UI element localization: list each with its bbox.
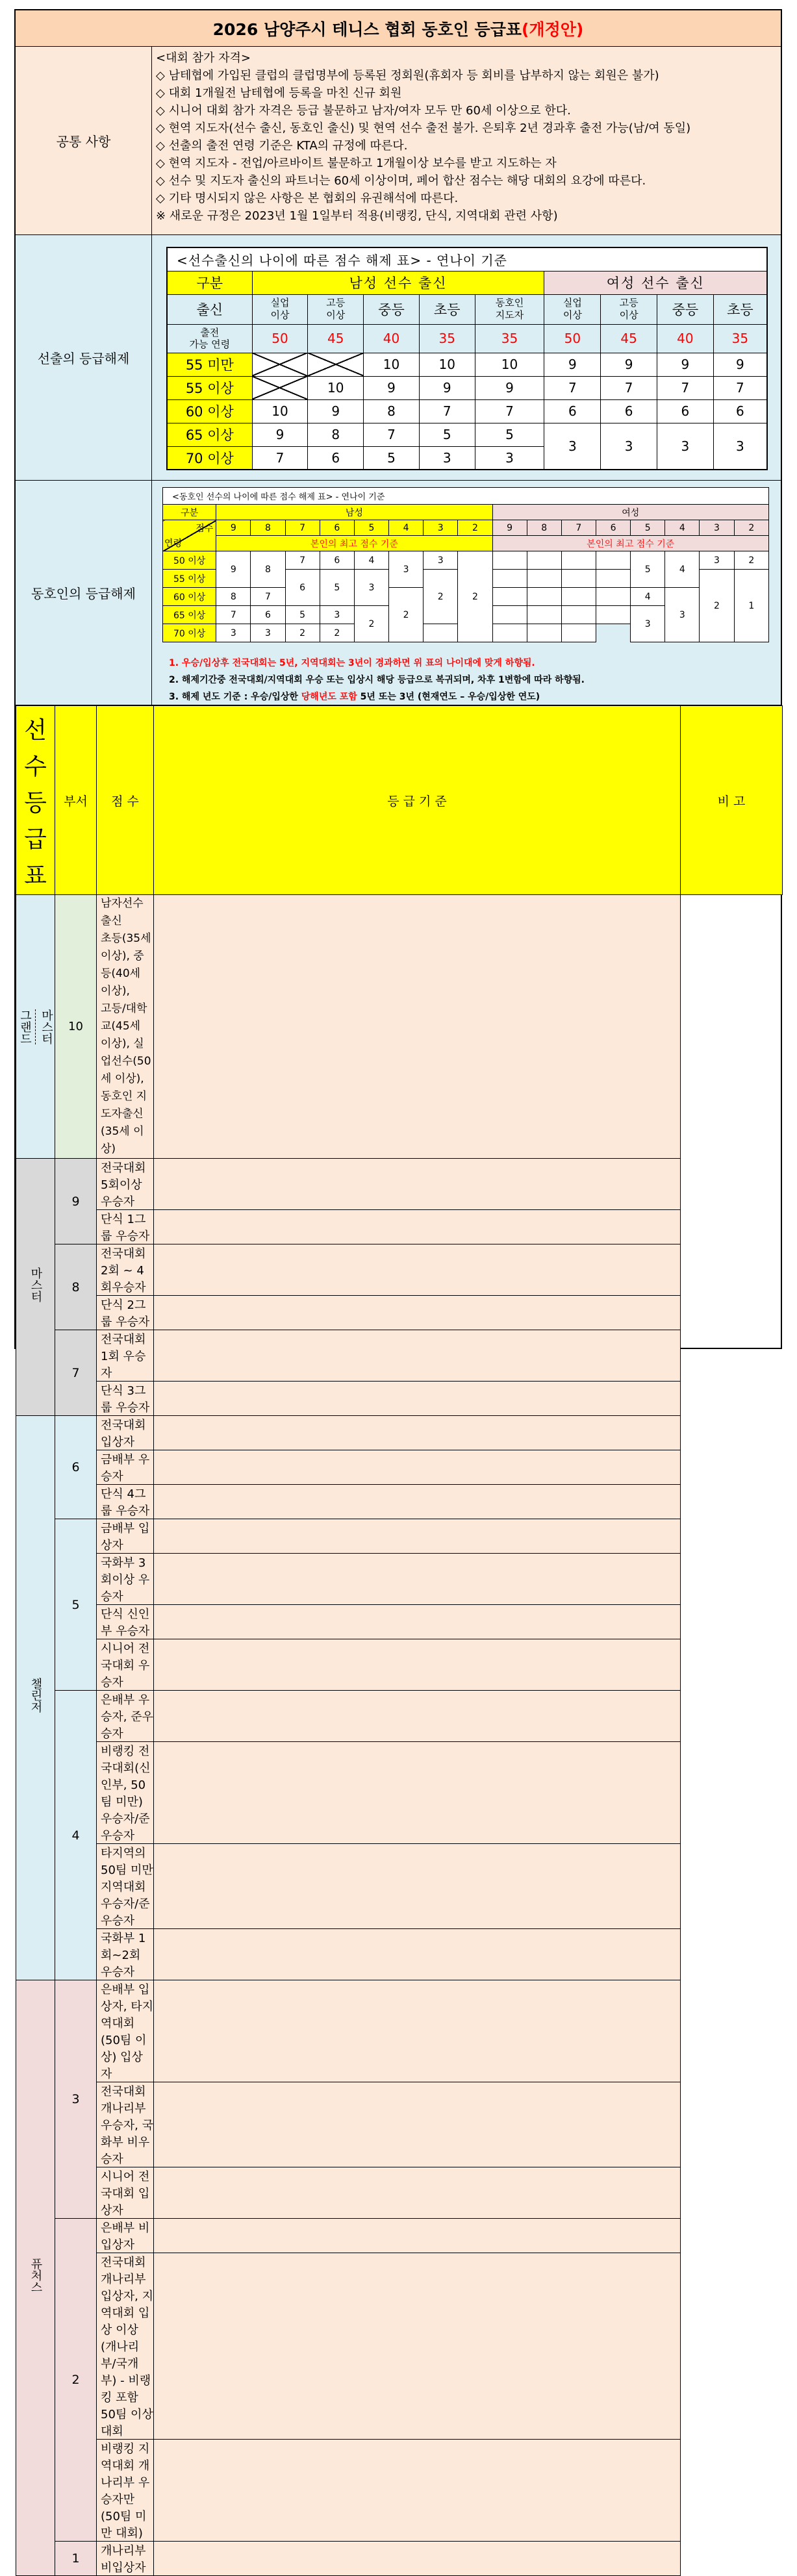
amateur-cell: 7: [251, 588, 285, 606]
pro-score-cell: 9: [475, 376, 544, 399]
pro-score-cell: 10: [419, 353, 475, 376]
note-cell: [154, 2440, 681, 2542]
note-cell: [154, 2542, 681, 2576]
amateur-cell: 2: [285, 624, 320, 642]
amateur-cell: 3: [631, 606, 665, 642]
pro-age-cell: 45: [308, 324, 364, 353]
score-cell: 2: [55, 2219, 97, 2542]
criteria-cell: 단식 3그룹 우승자: [97, 1382, 154, 1416]
amateur-cell: [424, 624, 458, 642]
criteria-cell: 타지역의 50팀 미만 지역대회 우승자/준우승자: [97, 1844, 154, 1929]
amateur-score-header: 8: [527, 520, 561, 536]
amateur-cell: 8: [251, 551, 285, 588]
pro-score-cell: 9: [657, 353, 713, 376]
pro-score-cell: 6: [713, 399, 767, 423]
pro-score-cell: 7: [252, 446, 308, 470]
amateur-cell: 4: [665, 551, 700, 588]
common-line: ◇ 현역 지도자 - 전업/아르바이트 불문하고 1개월이상 보수를 받고 지도하는 자: [156, 157, 557, 170]
criteria-cell: 비랭킹 지역대회 개나리부 우승자만(50팀 미만 대회): [97, 2440, 154, 2542]
amateur-cell: [527, 606, 561, 624]
pro-score-cell: 3: [657, 423, 713, 470]
note-cell: [154, 1929, 681, 1980]
amateur-age-row-label: 50 이상: [163, 551, 216, 570]
amateur-cell: 2: [424, 570, 458, 624]
pro-score-cell: 3: [419, 446, 475, 470]
note-cell: [154, 1980, 681, 2082]
score-cell: 7: [55, 1330, 97, 1416]
amateur-age-label: 연령: [164, 538, 183, 549]
criteria-cell: 전국대회 개나리부 우승자, 국화부 비우승자: [97, 2082, 154, 2167]
amateur-score-header: 7: [561, 520, 596, 536]
amateur-cell: [596, 588, 630, 606]
amateur-caption: <동호인 선수의 나이에 따른 점수 해제 표> - 연나이 기준: [163, 488, 769, 505]
amateur-cell: [492, 624, 527, 642]
note-cell: [154, 1416, 681, 1450]
criteria-cell: 전국대회 2회 ~ 4회우승자: [97, 1244, 154, 1296]
amateur-notes: [169, 655, 585, 705]
criteria-cell: 은배부 우승자, 준우승자: [97, 1691, 154, 1742]
grade-score-header: 점 수: [97, 706, 154, 895]
amateur-score-header: 3: [424, 520, 458, 536]
pro-score-cell: 7: [364, 423, 420, 446]
note-cell: [154, 2253, 681, 2440]
pro-origin-cell: 초등: [419, 294, 475, 324]
note-cell: [154, 1210, 681, 1244]
note-cell: [154, 1159, 681, 1210]
pro-origin-cell: 중등: [657, 294, 713, 324]
pro-score-cell: 7: [475, 399, 544, 423]
amateur-score-header: 2: [458, 520, 492, 536]
amateur-cell: 3: [389, 551, 424, 588]
common-label: 공통 사항: [16, 47, 152, 234]
pro-score-cell: 5: [364, 446, 420, 470]
amateur-cell: 3: [665, 588, 700, 642]
pro-content: [152, 235, 781, 480]
amateur-score-header: 2: [734, 520, 768, 536]
title-bar: [16, 10, 781, 47]
note-cell: [154, 2082, 681, 2167]
amateur-score-header: 7: [285, 520, 320, 536]
note-cell: [154, 1296, 681, 1330]
amateur-cell: 6: [320, 551, 354, 570]
note-cell: [154, 1742, 681, 1844]
amateur-section: [16, 481, 781, 705]
amateur-cell: [596, 570, 630, 588]
note-cell: [154, 1605, 681, 1639]
amateur-cell: 5: [285, 606, 320, 624]
amateur-cell: [527, 624, 561, 642]
note-cell: [154, 1330, 681, 1382]
amateur-cell: 7: [216, 606, 251, 624]
pro-age-cell: 35: [475, 324, 544, 353]
score-cell: 1: [55, 2542, 97, 2576]
pro-score-cell: 9: [364, 376, 420, 399]
pro-age-cell: 45: [601, 324, 657, 353]
note-cell: [154, 1639, 681, 1691]
common-content: [152, 47, 781, 234]
amateur-cell: [561, 606, 596, 624]
pro-age-cell: 50: [544, 324, 601, 353]
pro-score-cell: 5: [475, 423, 544, 446]
criteria-cell: 단식 신인부 우승자: [97, 1605, 154, 1639]
score-cell: 8: [55, 1244, 97, 1330]
amateur-cell: 2: [458, 551, 492, 642]
criteria-cell: 전국대회 입상자: [97, 1416, 154, 1450]
criteria-cell: 개나리부 비입상자: [97, 2542, 154, 2576]
criteria-cell: 시니어 전국대회 우승자: [97, 1639, 154, 1691]
pro-age-header: 출전 가능 연령: [167, 324, 252, 353]
amateur-score-header: 9: [492, 520, 527, 536]
pro-origin-header: 출신: [167, 294, 252, 324]
amateur-female-header: 여성: [492, 505, 769, 520]
score-cell: 4: [55, 1691, 97, 1980]
common-line: ◇ 현역 지도자(선수 출신, 동호인 출신) 및 현역 선수 출전 불가. 은퇴후 2년 경과후 출전 가능(남/여 동일): [156, 121, 691, 135]
amateur-cell: 8: [216, 588, 251, 606]
amateur-cell: [492, 588, 527, 606]
pro-origin-cell: 실업 이상: [544, 294, 601, 324]
amateur-cell: [492, 551, 527, 570]
amateur-cell: 4: [631, 588, 665, 606]
amateur-score-header: 8: [251, 520, 285, 536]
amateur-cell: 6: [251, 606, 285, 624]
criteria-cell: 금배부 입상자: [97, 1519, 154, 1554]
amateur-cell: [527, 570, 561, 588]
note-cell: [154, 2167, 681, 2219]
note-cell: [154, 1519, 681, 1554]
note-cell: [154, 1450, 681, 1485]
pro-score-cell: [308, 353, 364, 376]
grade-document: [14, 9, 782, 2575]
amateur-score-header: 5: [631, 520, 665, 536]
amateur-cell: 5: [320, 570, 354, 606]
pro-score-cell: 9: [308, 399, 364, 423]
pro-score-cell: 7: [544, 376, 601, 399]
dept-grand-master: 그랜드 마스터: [16, 895, 55, 1159]
grade-note-header: 비 고: [681, 706, 783, 895]
dept-challenger: 챌린저: [16, 1416, 55, 1980]
dept-master: 마스터: [16, 1159, 55, 1416]
pro-row-label: 65 이상: [167, 423, 252, 446]
amateur-male-header: 남성: [216, 505, 492, 520]
amateur-cell: [561, 588, 596, 606]
amateur-cell: 5: [631, 551, 665, 588]
common-line: ◇ 시니어 대회 참가 자격은 등급 불문하고 남자/여자 모두 만 60세 이상으로 한다.: [156, 104, 571, 118]
pro-score-cell: 9: [601, 353, 657, 376]
page-title: 2026 남양주시 테니스 협회 동호인 등급표: [212, 19, 522, 39]
criteria-cell: 남자선수출신 초등(35세 이상), 중등(40세 이상), 고등/대학교(45세 이상), 실업선수(50세 이상), 동호인 지도자출신(35세 이상): [97, 895, 154, 1159]
pro-table: [166, 247, 768, 470]
score-cell: 10: [55, 895, 97, 1159]
common-line: ※ 새로운 규정은 2023년 1월 1일부터 적용(비랭킹, 단식, 지역대회 관련 사항): [156, 209, 558, 223]
amateur-score-header: 4: [389, 520, 424, 536]
note-cell: [154, 895, 681, 1159]
amateur-cell: [492, 570, 527, 588]
pro-score-cell: 10: [364, 353, 420, 376]
note-cell: [154, 1244, 681, 1296]
amateur-cell: 2: [320, 624, 354, 642]
pro-origin-cell: 고등 이상: [601, 294, 657, 324]
amateur-score-header: 4: [665, 520, 700, 536]
pro-score-cell: 6: [308, 446, 364, 470]
amateur-cell: 2: [389, 588, 424, 642]
pro-score-cell: 6: [657, 399, 713, 423]
pro-score-cell: 9: [252, 423, 308, 446]
pro-origin-cell: 고등 이상: [308, 294, 364, 324]
amateur-cell: 9: [216, 551, 251, 588]
pro-score-cell: 10: [308, 376, 364, 399]
pro-gubun-header: 구분: [167, 271, 252, 294]
criteria-cell: 국화부 3회이상 우승자: [97, 1554, 154, 1605]
amateur-age-row-label: 60 이상: [163, 588, 216, 606]
amateur-cell: [527, 588, 561, 606]
pro-score-cell: [252, 353, 308, 376]
common-line: ◇ 기타 명시되지 않은 사항은 본 협회의 유권해석에 따른다.: [156, 192, 459, 205]
note-cell: [154, 1554, 681, 1605]
note-cell: [154, 1844, 681, 1929]
common-line: ◇ 선출의 출전 연령 기준은 KTA의 규정에 따른다.: [156, 139, 408, 153]
common-line: ◇ 대회 1개월전 남테협에 등록을 마친 신규 회원: [156, 86, 402, 100]
criteria-cell: 비랭킹 전국대회(신인부, 50팀 미만) 우승자/준우승자: [97, 1742, 154, 1844]
note-cell: [154, 1485, 681, 1519]
score-cell: 6: [55, 1416, 97, 1519]
pro-row-label: 60 이상: [167, 399, 252, 423]
amateur-cell: [561, 570, 596, 588]
pro-age-cell: 35: [713, 324, 767, 353]
note-cell: [154, 1691, 681, 1742]
criteria-cell: 단식 2그룹 우승자: [97, 1296, 154, 1330]
amateur-female-basis: 본인의 최고 점수 기준: [492, 536, 769, 551]
pro-origin-cell: 실업 이상: [252, 294, 308, 324]
amateur-note-1: 1. 우승/입상후 전국대회는 5년, 지역대회는 3년이 경과하면 위 표의 나이대에 맞게 하향됨.: [169, 658, 535, 668]
pro-score-cell: 7: [601, 376, 657, 399]
pro-score-cell: [252, 376, 308, 399]
pro-score-cell: 5: [419, 423, 475, 446]
pro-origin-cell: 동호인 지도자: [475, 294, 544, 324]
pro-score-cell: 9: [419, 376, 475, 399]
pro-male-header: 남성 선수 출신: [252, 271, 544, 294]
criteria-cell: 금배부 우승자: [97, 1450, 154, 1485]
amateur-cell: [596, 606, 630, 624]
grade-table: [16, 705, 783, 2576]
criteria-cell: 전국대회 개나리부 입상자, 지역대회 입상 이상(개나리부/국개부) - 비랭킹 포함 50팀 이상 대회: [97, 2253, 154, 2440]
amateur-male-basis: 본인의 최고 점수 기준: [216, 536, 492, 551]
amateur-score-label: 점수: [196, 524, 214, 534]
common-section: [16, 47, 781, 235]
pro-score-cell: 8: [308, 423, 364, 446]
pro-row-label: 70 이상: [167, 446, 252, 470]
pro-score-cell: 6: [544, 399, 601, 423]
dept-futures: 퓨처스: [16, 1980, 55, 2576]
amateur-content: [152, 481, 781, 705]
amateur-cell: 3: [424, 551, 458, 570]
pro-age-cell: 40: [364, 324, 420, 353]
pro-score-cell: 3: [601, 423, 657, 470]
amateur-label: 동호인의 등급해제: [16, 481, 152, 705]
pro-row-label: 55 미만: [167, 353, 252, 376]
amateur-age-row-label: 65 이상: [163, 606, 216, 624]
amateur-table: [162, 487, 769, 642]
score-cell: 9: [55, 1159, 97, 1244]
amateur-cell: 2: [700, 570, 734, 642]
score-cell: 5: [55, 1519, 97, 1691]
pro-score-cell: 10: [475, 353, 544, 376]
pro-score-cell: 3: [713, 423, 767, 470]
pro-score-cell: 3: [544, 423, 601, 470]
amateur-corner-header: [163, 520, 216, 551]
grade-side-title: 선 수 등 급 표: [16, 706, 55, 895]
pro-row-label: 55 이상: [167, 376, 252, 399]
amateur-cell: [561, 551, 596, 570]
amateur-score-header: 6: [596, 520, 630, 536]
amateur-cell: 2: [734, 551, 768, 570]
amateur-note-2: 2. 해제기간중 전국대회/지역대회 우승 또는 입상시 해당 등급으로 복귀되며, 차후 1변함에 따라 하향됨.: [169, 675, 585, 685]
criteria-cell: 은배부 입상자, 타지역대회(50팀 이상) 입상자: [97, 1980, 154, 2082]
common-line: <대회 참가 자격>: [156, 51, 251, 65]
page-title-suffix: (개정안): [522, 19, 584, 39]
pro-score-cell: 6: [601, 399, 657, 423]
amateur-score-header: 9: [216, 520, 251, 536]
criteria-cell: 전국대회 5회이상 우승자: [97, 1159, 154, 1210]
common-line: ◇ 남테협에 가입된 클럽의 클럽명부에 등록된 정회원(휴회자 등 회비를 납부하지 않는 회원은 불가): [156, 69, 659, 82]
amateur-cell: [492, 606, 527, 624]
amateur-score-header: 6: [320, 520, 354, 536]
pro-section: [16, 235, 781, 481]
pro-age-cell: 50: [252, 324, 308, 353]
score-cell: 3: [55, 1980, 97, 2219]
pro-age-cell: 35: [419, 324, 475, 353]
amateur-cell: 3: [700, 551, 734, 570]
amateur-cell: [561, 624, 596, 642]
pro-origin-cell: 초등: [713, 294, 767, 324]
pro-score-cell: 8: [364, 399, 420, 423]
pro-score-cell: 7: [713, 376, 767, 399]
amateur-cell: 7: [285, 551, 320, 570]
pro-score-cell: 9: [713, 353, 767, 376]
amateur-cell: 1: [734, 570, 768, 642]
amateur-score-header: 5: [354, 520, 388, 536]
criteria-cell: 국화부 1회~2회 우승자: [97, 1929, 154, 1980]
amateur-cell: 3: [354, 570, 388, 606]
criteria-cell: 은배부 비입상자: [97, 2219, 154, 2253]
amateur-gubun-header: 구분: [163, 505, 216, 520]
amateur-cell: [596, 551, 630, 570]
criteria-cell: 전국대회 1회 우승자: [97, 1330, 154, 1382]
amateur-note-3: 3. 해제 년도 기준 : 우승/입상한 당해년도 포함 5년 또는 3년 (현재연도 – 우승/입상한 연도): [169, 692, 540, 702]
pro-score-cell: 3: [475, 446, 544, 470]
amateur-cell: 3: [216, 624, 251, 642]
pro-score-cell: 7: [657, 376, 713, 399]
pro-origin-cell: 중등: [364, 294, 420, 324]
note-cell: [154, 2219, 681, 2253]
pro-score-cell: 10: [252, 399, 308, 423]
amateur-age-row-label: 70 이상: [163, 624, 216, 642]
pro-score-cell: 7: [419, 399, 475, 423]
amateur-cell: 3: [251, 624, 285, 642]
criteria-cell: 단식 1그룹 우승자: [97, 1210, 154, 1244]
pro-label: 선출의 등급해제: [16, 235, 152, 480]
amateur-score-header: 3: [700, 520, 734, 536]
amateur-cell: [527, 551, 561, 570]
amateur-cell: 2: [354, 606, 388, 642]
note-cell: [154, 1382, 681, 1416]
pro-caption: <선수출신의 나이에 따른 점수 해제 표> - 연나이 기준: [167, 247, 767, 271]
amateur-cell: 3: [320, 606, 354, 624]
grade-dept-header: 부서: [55, 706, 97, 895]
criteria-cell: 시니어 전국대회 입상자: [97, 2167, 154, 2219]
grade-criteria-header: 등 급 기 준: [154, 706, 681, 895]
amateur-age-row-label: 55 이상: [163, 570, 216, 588]
pro-female-header: 여성 선수 출신: [544, 271, 767, 294]
criteria-cell: 단식 4그룹 우승자: [97, 1485, 154, 1519]
amateur-cell: 4: [354, 551, 388, 570]
amateur-cell: 6: [285, 570, 320, 606]
common-line: ◇ 선수 및 지도자 출신의 파트너는 60세 이상이며, 페어 합산 점수는 해당 대회의 요강에 따른다.: [156, 174, 646, 188]
pro-score-cell: 9: [544, 353, 601, 376]
pro-age-cell: 40: [657, 324, 713, 353]
